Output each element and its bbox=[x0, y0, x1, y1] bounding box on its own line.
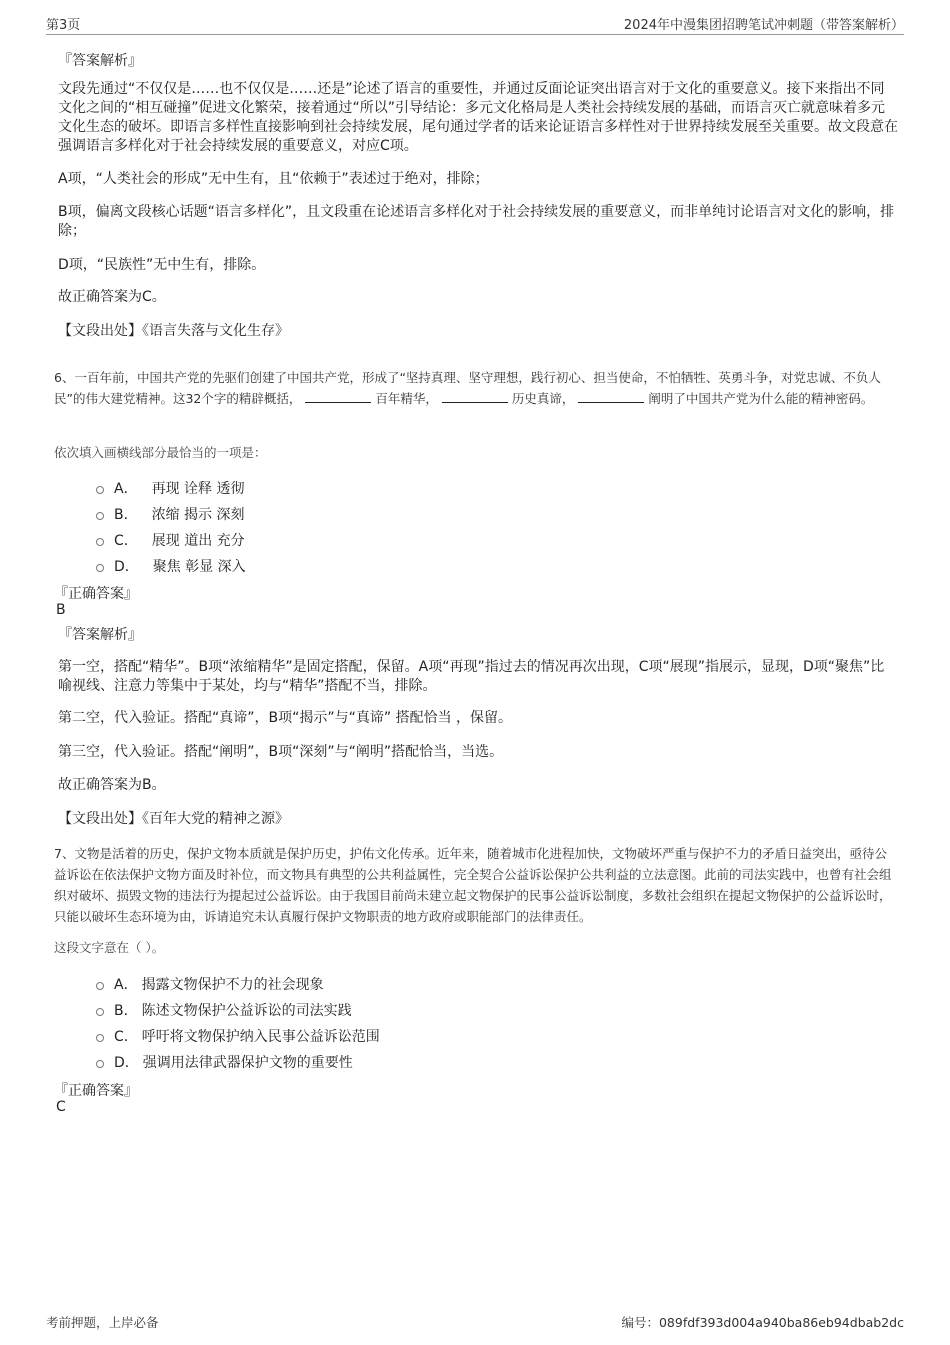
blank-3 bbox=[578, 390, 644, 403]
q6-option-b[interactable]: B． 浓缩 揭示 深刻 bbox=[96, 504, 245, 524]
q7-option-a[interactable]: A． 揭露文物保护不力的社会现象 bbox=[96, 974, 324, 994]
radio-icon[interactable] bbox=[96, 982, 104, 990]
page-header bbox=[46, 14, 904, 35]
q7-option-d[interactable]: D． 强调用法律武器保护文物的重要性 bbox=[96, 1052, 353, 1072]
document-title: 2024年中漫集团招聘笔试冲刺题（带答案解析） bbox=[623, 18, 904, 33]
q6-source: 【文段出处】《百年大党的精神之源》 bbox=[58, 811, 289, 827]
q6-analysis-blank-3: 第三空，代入验证。搭配“阐明”，B项“深刻”与“阐明”搭配恰当，当选。 bbox=[58, 744, 504, 760]
q6-analysis-blank-2: 第二空，代入验证。搭配“真谛”，B项“揭示”与“真谛” 搭配恰当 ，保留。 bbox=[58, 710, 513, 726]
q6-answer-label: 『正确答案』 bbox=[54, 586, 138, 602]
q7-option-c[interactable]: C． 呼吁将文物保护纳入民事公益诉讼范围 bbox=[96, 1026, 380, 1046]
footer-slogan: 考前押题，上岸必备 bbox=[46, 1315, 159, 1330]
q5-source: 【文段出处】《语言失落与文化生存》 bbox=[58, 323, 289, 339]
radio-icon[interactable] bbox=[96, 486, 104, 494]
document-id: 编号：089fdf393d004a940ba86eb94dbab2dc bbox=[621, 1315, 904, 1330]
q7-prompt: 这段文字意在（ ）。 bbox=[54, 940, 165, 955]
q6-option-a[interactable]: A． 再现 诠释 透彻 bbox=[96, 478, 244, 498]
radio-icon[interactable] bbox=[96, 512, 104, 520]
q7-answer-label: 『正确答案』 bbox=[54, 1083, 138, 1099]
q6-prompt: 依次填入画横线部分最恰当的一项是： bbox=[54, 445, 267, 460]
q5-conclusion: 故正确答案为C。 bbox=[58, 289, 166, 305]
q6-conclusion: 故正确答案为B。 bbox=[58, 777, 166, 793]
q6-option-d[interactable]: D． 聚焦 彰显 深入 bbox=[96, 556, 246, 576]
radio-icon[interactable] bbox=[96, 1008, 104, 1016]
radio-icon[interactable] bbox=[96, 538, 104, 546]
q5-analysis-option-a: A项，“人类社会的形成”无中生有，且“依赖于”表述过于绝对，排除； bbox=[58, 171, 489, 187]
page-footer bbox=[46, 1313, 904, 1329]
q6-answer: B bbox=[56, 602, 66, 618]
q6-analysis-blank-1: 第一空，搭配“精华”。B项“浓缩精华”是固定搭配，保留。A项“再现”指过去的情况再次出现，C项“展现”指展示，显现，D项“聚焦”比喻视线、注意力等集中于某处，均与“精华”搭配不当，排除。 bbox=[58, 659, 885, 694]
q5-analysis-paragraph: 文段先通过“不仅仅是……也不仅仅是……还是”论述了语言的重要性，并通过反面论证突出语言对于文化的重要意义。接下来指出不同文化之间的“相互碰撞”促进文化繁荣，接着通过“所以”引导结论：多元文化格局是人类社会持续发展的基础，而语言灭亡就意味着多元文化生态的破坏。即语言多样性直接影响到社会持续发展，尾句通过学者的话来论证语言多样性对于世界持续发展至关重要。故文段意在强调语言多样化对于社会持续发展的重要意义，对应C项。 bbox=[58, 81, 898, 154]
page-number: 第3页 bbox=[46, 18, 81, 33]
q6-option-c[interactable]: C． 展现 道出 充分 bbox=[96, 530, 245, 550]
blank-2 bbox=[442, 390, 508, 403]
q7-question-text: 7、文物是活着的历史，保护文物本质就是保护历史，护佑文化传承。近年来，随着城市化进程加快，文物破坏严重与保护不力的矛盾日益突出，亟待公益诉讼在依法保护文物方面及时补位，而文物具有典型的公共利益属性，完全契合公益诉讼保护公共利益的立法意图。此前的司法实践中，也曾有社会组织对破坏、损毁文物的违法行为提起过公益诉讼。由于我国目前尚未建立起文物保护的民事公益诉讼制度，多数社会组织在提起文物保护的公益诉讼时，只能以破坏生态环境为由，诉请追究未认真履行保护文物职责的地方政府或职能部门的法律责任。 bbox=[54, 846, 892, 924]
q6-analysis-label: 『答案解析』 bbox=[58, 627, 142, 643]
q7-answer: C bbox=[56, 1099, 66, 1115]
blank-1 bbox=[305, 390, 371, 403]
q6-question-text: 6、一百年前，中国共产党的先驱们创建了中国共产党，形成了“坚持真理、坚守理想，践行初心、担当使命，不怕牺牲、英勇斗争，对党忠诚、不负人民”的伟大建党精神。这32个字的精辟概括， 百年精华， 历史真谛， 阐明了中国共产党为什么能的精神密码。 bbox=[54, 370, 881, 406]
radio-icon[interactable] bbox=[96, 1060, 104, 1068]
q7-option-b[interactable]: B． 陈述文物保护公益诉讼的司法实践 bbox=[96, 1000, 352, 1020]
radio-icon[interactable] bbox=[96, 1034, 104, 1042]
q5-analysis-option-b: B项，偏离文段核心话题“语言多样化”，且文段重在论述语言多样化对于社会持续发展的重要意义，而非单纯讨论语言对文化的影响，排除； bbox=[58, 204, 895, 239]
q5-analysis-option-d: D项，“民族性”无中生有，排除。 bbox=[58, 257, 266, 273]
radio-icon[interactable] bbox=[96, 564, 104, 572]
q5-analysis-label: 『答案解析』 bbox=[58, 53, 142, 69]
